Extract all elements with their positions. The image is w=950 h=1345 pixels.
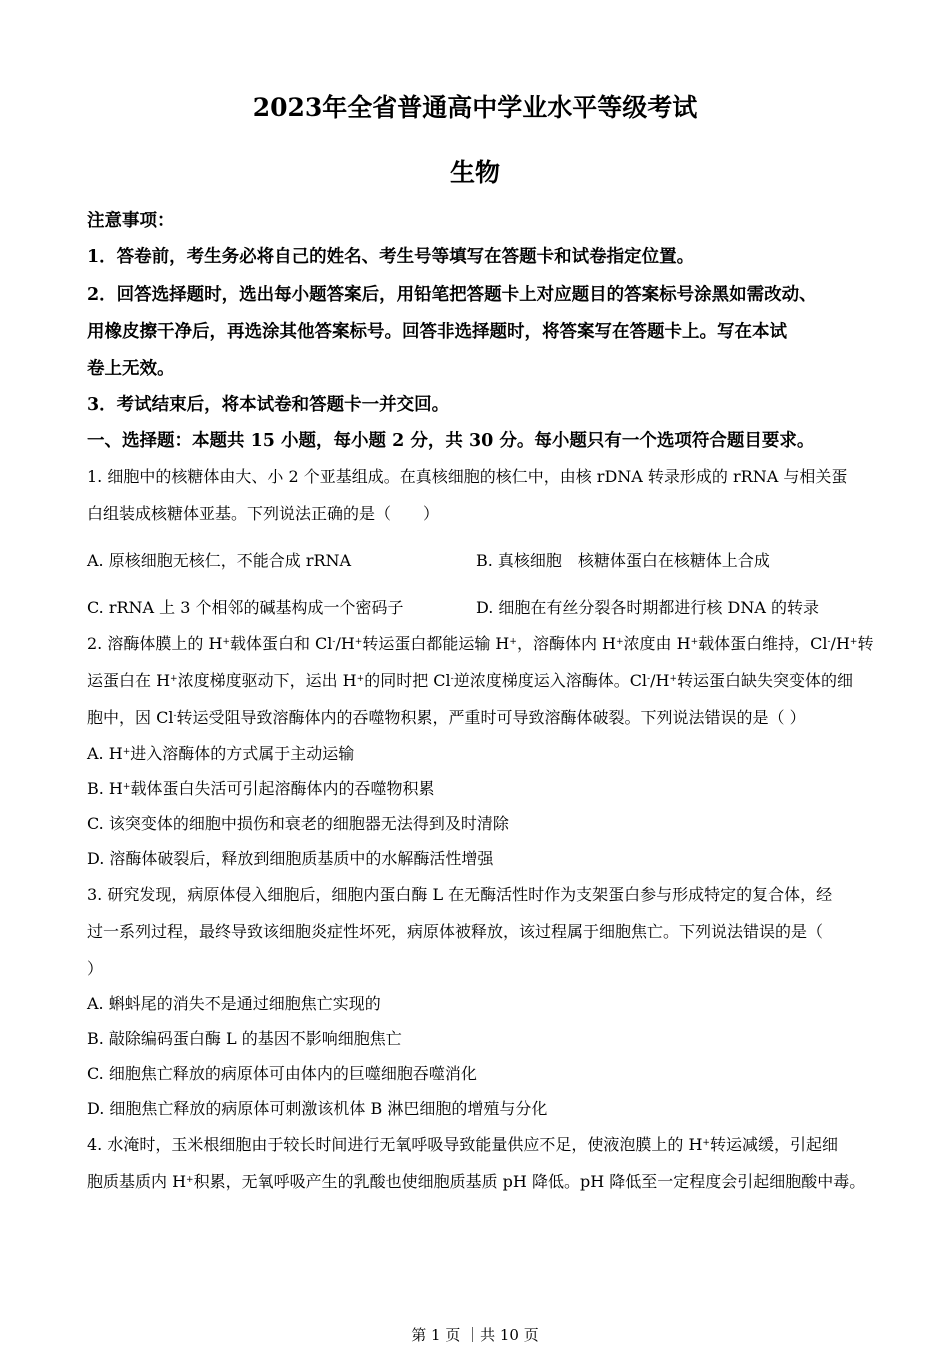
question-2-option-b: B. H+载体蛋白失活可引起溶酶体内的吞噬物积累 — [87, 779, 435, 798]
subject-title: 生物 — [449, 158, 500, 187]
exam-title: 2023年全省普通高中学业水平等级考试 — [252, 93, 698, 122]
question-3-option-d: D. 细胞焦亡释放的病原体可刺激该机体 B 淋巴细胞的增殖与分化 — [87, 1099, 548, 1118]
question-1-text: 1. 细胞中的核糖体由大、小 2 个亚基组成。在真核细胞的核仁中，由核 rDNA 转录形成的 rRNA 与相关蛋 — [87, 467, 848, 486]
question-1-option-b: B. 真核细胞 核糖体蛋白在核糖体上合成 — [476, 551, 770, 570]
notice-item: 用橡皮擦干净后，再选涂其他答案标号。回答非选择题时，将答案写在答题卡上。写在本试 — [87, 322, 787, 342]
question-3-option-b: B. 敲除编码蛋白酶 L 的基因不影响细胞焦亡 — [87, 1029, 402, 1048]
notice-item: 2．回答选择题时，选出每小题答案后，用铅笔把答题卡上对应题目的答案标号涂黑如需改动、 — [87, 285, 817, 305]
page-footer: 第 1 页 ｜共 10 页 — [411, 1326, 539, 1344]
question-3-option-c: C. 细胞焦亡释放的病原体可由体内的巨噬细胞吞噬消化 — [87, 1064, 477, 1083]
question-1-option-d: D. 细胞在有丝分裂各时期都进行核 DNA 的转录 — [476, 598, 819, 617]
question-1-option-a: A. 原核细胞无核仁，不能合成 rRNA — [87, 551, 352, 570]
question-3-option-a: A. 蝌蚪尾的消失不是通过细胞焦亡实现的 — [87, 994, 381, 1013]
notice-item: 1．答卷前，考生务必将自己的姓名、考生号等填写在答题卡和试卷指定位置。 — [87, 247, 695, 267]
notice-item: 卷上无效。 — [87, 359, 175, 379]
question-2-text: 胞中，因 Cl-转运受阻导致溶酶体内的吞噬物积累，严重时可导致溶酶体破裂。下列说法错误的是（ ） — [87, 708, 806, 727]
question-2-text: 运蛋白在 H+浓度梯度驱动下，运出 H+的同时把 Cl-逆浓度梯度运入溶酶体。Cl-/H+转运蛋白缺失突变体的细 — [87, 671, 854, 690]
section-heading: 一、选择题：本题共 15 小题，每小题 2 分，共 30 分。每小题只有一个选项符合题目要求。 — [87, 431, 815, 451]
question-3-text: 3. 研究发现，病原体侵入细胞后，细胞内蛋白酶 L 在无酶活性时作为支架蛋白参与形成特定的复合体，经 — [87, 885, 833, 904]
question-1-option-c: C. rRNA 上 3 个相邻的碱基构成一个密码子 — [87, 598, 404, 617]
question-3-text: ） — [87, 959, 104, 978]
notice-heading: 注意事项： — [87, 211, 175, 231]
question-4-text: 4. 水淹时，玉米根细胞由于较长时间进行无氧呼吸导致能量供应不足，使液泡膜上的 H+转运减缓，引起细 — [87, 1135, 838, 1154]
question-2-option-c: C. 该突变体的细胞中损伤和衰老的细胞器无法得到及时清除 — [87, 814, 509, 833]
question-2-option-d: D. 溶酶体破裂后，释放到细胞质基质中的水解酶活性增强 — [87, 849, 494, 868]
question-4-text: 胞质基质内 H+积累，无氧呼吸产生的乳酸也使细胞质基质 pH 降低。pH 降低至一定程度会引起细胞酸中毒。 — [87, 1172, 866, 1191]
question-2-text: 2. 溶酶体膜上的 H+载体蛋白和 Cl-/H+转运蛋白都能运输 H+，溶酶体内 H+浓度由 H+载体蛋白维持，Cl-/H+转 — [87, 634, 874, 653]
notice-item: 3．考试结束后，将本试卷和答题卡一并交回。 — [87, 395, 450, 415]
question-2-option-a: A. H+进入溶酶体的方式属于主动运输 — [87, 744, 355, 763]
question-3-text: 过一系列过程，最终导致该细胞炎症性坏死，病原体被释放，该过程属于细胞焦亡。下列说法错误的是（ — [87, 922, 824, 941]
question-1-text: 白组装成核糖体亚基。下列说法正确的是（ ） — [87, 504, 440, 523]
